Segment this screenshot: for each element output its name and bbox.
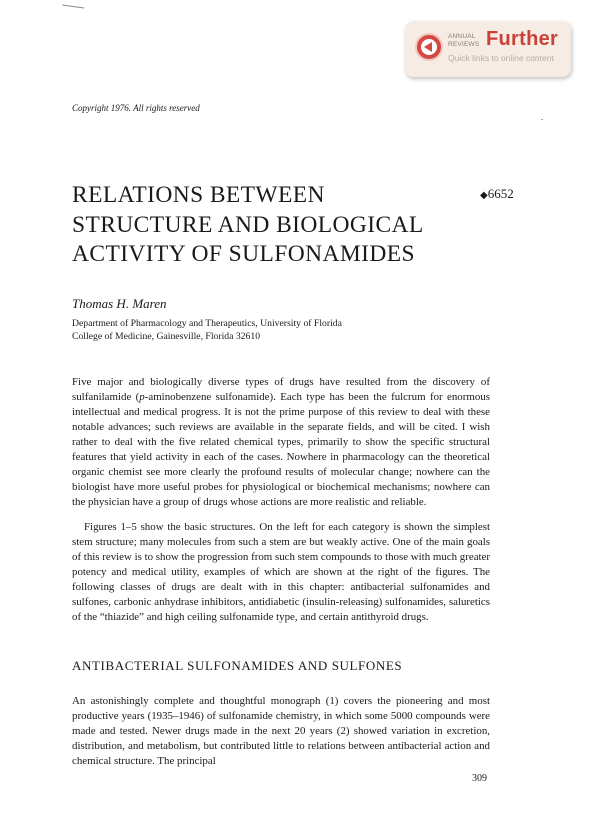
section-heading: ANTIBACTERIAL SULFONAMIDES AND SULFONES	[72, 658, 403, 673]
page-number: 309	[472, 773, 487, 784]
diamond-icon: ◆	[480, 190, 488, 201]
intro-paragraph: Five major and biologically diverse types of drugs have resulted from the discovery of sulfanilamide (p-aminobenzene sulfonamide). Each type has been the fulcrum for enormous intellectual and medical progress. It is not the prime purpose of this review to deal with these notable advances; such reviews are available in the separate fields, and will be cited. I wish rather to deal with the five related chemical types, primarily to show the specific structural features that yield activity in each of the cases. Nowhere in pharmacology can the theoretical organic chemist see more clearly the profound results of molecular change; nowhere can the biologist have more useful probes for physiological or biochemical mechanisms; nowhere can the physician have a group of drugs whose actions are more realistic and reliable.	[72, 376, 490, 509]
title-line: RELATIONS BETWEEN	[72, 182, 325, 208]
copyright-notice: Copyright 1976. All rights reserved	[72, 103, 200, 113]
title-line: STRUCTURE AND BIOLOGICAL	[72, 211, 424, 238]
article-title	[72, 181, 472, 270]
author-affiliation	[72, 317, 342, 343]
badge-further-word: Further	[486, 28, 559, 50]
badge-subtitle: Quick links to online content	[448, 53, 554, 63]
title-line: ACTIVITY OF SULFONAMIDES	[72, 241, 415, 267]
figures-paragraph: Figures 1–5 show the basic structures. On the left for each category is shown the simplest stem structure; many molecules from such a stem are but weakly active. One of the main goals of this review is to show the progression from such stem compounds to those with much greater potency and medical utility, examples of which are shown at the right of the figures. The following classes of drugs are dealt with in this chapter: antibacterial sulfonamides and sulfones, carbonic anhydrase inhibitors, antidiabetic (insulin-releasing) sulfonamides, saluretics of the “thiazide” and high ceiling sulfonamide type, and certain antithyroid drugs.	[72, 521, 491, 624]
scan-mark	[62, 4, 84, 10]
author-name: Thomas H. Maren	[72, 296, 167, 311]
article-number: 6652	[487, 186, 514, 201]
article-id	[480, 186, 514, 202]
affiliation-line: Department of Pharmacology and Therapeutics, University of Florida	[72, 318, 342, 329]
badge-publisher-label: ANNUAL REVIEWS	[448, 33, 480, 48]
scan-dot	[541, 119, 543, 120]
further-badge[interactable]	[405, 21, 571, 77]
affiliation-line: College of Medicine, Gainesville, Florida 32610	[72, 331, 261, 342]
section-paragraph: An astonishingly complete and thoughtful monograph (1) covers the pioneering and most productive years (1935–1946) of sulfonamide chemistry, in which some 5000 compounds were made and tested. Newer drugs made in the next 20 years (2) showed variation in excretion, distribution, and metabolism, but contributed little to relations between antibacterial action and chemical structure. The principal	[72, 695, 490, 768]
annual-reviews-logo-icon	[415, 33, 443, 61]
